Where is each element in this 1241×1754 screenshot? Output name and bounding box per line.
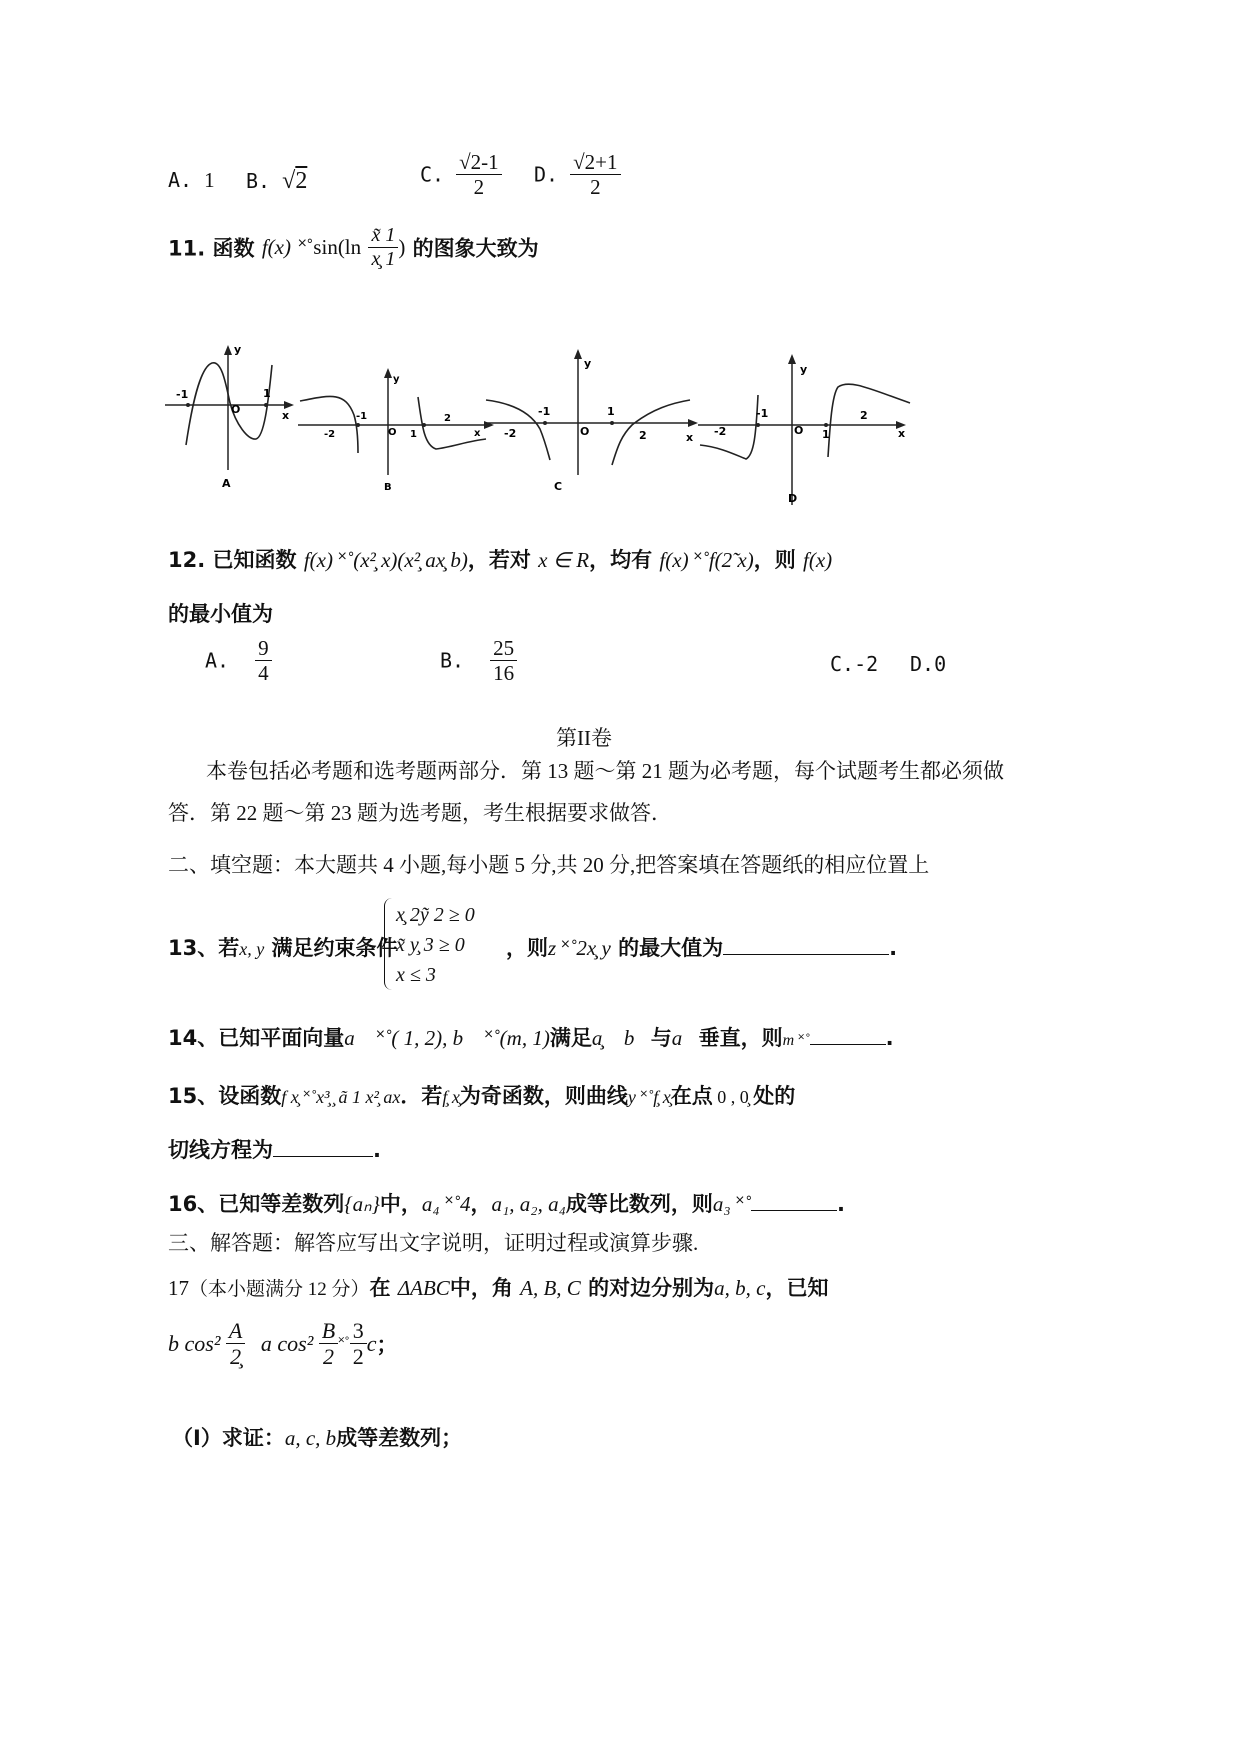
svg-text:y: y [584, 357, 592, 370]
answer-section-header: 三、解答题：解答应写出文字说明，证明过程或演算步骤. [168, 1231, 699, 1255]
section-intro-line2: 答．第 22 题～第 23 题为选考题，考生根据要求做答． [168, 801, 672, 825]
svg-text:1: 1 [263, 387, 271, 400]
question-11: 11. 函数 f(x) ˟˚sin(ln $\frac{x̃ 1}{x̧ 1}$ ) 的图象大致为 [168, 224, 539, 270]
q10-option-c: C. $\frac{√2-1}{2}$ [420, 150, 502, 199]
question-17-equation: b cos² $\frac{A}{2̧}$ a cos² $\frac{B}{2}$ ˟˚ $\frac{3}{2}$ c； [168, 1318, 398, 1370]
svg-text:O: O [388, 427, 397, 438]
svg-text:A: A [222, 477, 231, 490]
svg-text:2: 2 [639, 429, 647, 442]
svg-text:y: y [800, 363, 808, 376]
svg-text:-1: -1 [356, 411, 368, 422]
constraint-system: x̧ 2ỹ 2 ≥ 0 x̃ y̧ 3 ≥ 0 x ≤ 3 [396, 904, 475, 986]
question-16: 16、已知等差数列{aₙ}中，a₄ ˟˚4，a₁, a₂, a₄成等比数列，则a₃ ˟˚ . [168, 1192, 845, 1216]
answer-blank-15[interactable] [273, 1156, 373, 1157]
q10-option-d: D. $\frac{√2+1}{2}$ [534, 150, 621, 199]
svg-text:1: 1 [822, 428, 830, 441]
question-13-tail: ，则z ˟˚2x̧ y 的最大值为 . [506, 936, 898, 960]
svg-text:-1: -1 [756, 407, 769, 420]
constraint-brace [384, 898, 395, 990]
question-17-part1: （I）求证：a, c, b成等差数列； [172, 1426, 463, 1450]
svg-text:x: x [282, 409, 290, 422]
svg-text:x: x [474, 428, 481, 439]
svg-text:2: 2 [444, 413, 451, 424]
svg-text:-1: -1 [538, 405, 551, 418]
q12-option-d: D.0 [910, 652, 947, 676]
answer-blank-13[interactable] [723, 954, 889, 955]
question-14: 14、已知平面向量a⃗ ˟˚( 1, 2), b⃗ ˟˚(m, 1)满足a̧⃗ b⃗与a⃗垂直，则m ˟˚ . [168, 1026, 894, 1050]
svg-text:-1: -1 [176, 388, 189, 401]
svg-text:-2: -2 [714, 425, 727, 438]
graphs-figure [160, 345, 920, 515]
svg-text:2: 2 [860, 409, 868, 422]
svg-text:1: 1 [607, 405, 615, 418]
svg-text:B: B [384, 482, 392, 493]
graph-a [165, 345, 294, 490]
svg-text:-2: -2 [504, 427, 517, 440]
q12-option-a: A. $\frac{9}{4}$ [205, 636, 272, 685]
svg-text:y: y [393, 374, 400, 385]
section-title: 第II卷 [556, 726, 612, 750]
q12-option-c: C.-2 [830, 652, 879, 676]
svg-text:O: O [794, 424, 804, 437]
svg-text:1: 1 [410, 429, 417, 440]
question-12: 12. 已知函数 f(x) ˟˚(x²̧ x)(x²̧ ax̧ b)，若对 x ∈ R，均有 f(x) ˟˚f(2̃ x)，则 f(x) [168, 548, 833, 572]
question-12-line2: 的最小值为 [168, 602, 273, 626]
answer-blank-16[interactable] [751, 1210, 837, 1211]
svg-text:D: D [788, 492, 798, 505]
graph-b [298, 368, 494, 493]
svg-text:C: C [554, 480, 563, 493]
fill-in-header: 二、填空题：本大题共 4 小题,每小题 5 分,共 20 分,把答案填在答题纸的相应位置上 [168, 853, 930, 877]
svg-text:x: x [898, 427, 906, 440]
svg-text:O: O [231, 403, 241, 416]
q10-option-a: A. 1 [168, 168, 215, 192]
question-15: 15、设函数f x̧ ˟˚x³̧ ̧ ã 1 x²̧ ax．若f̧ x̧为奇函数，则曲线y ˟˚f̧ x̧在点 0 , 0̧ 处的 [168, 1084, 796, 1108]
question-15-line2: 切线方程为 . [168, 1138, 381, 1162]
section-intro-line1: 本卷包括必考题和选考题两部分．第 13 题～第 21 题为必考题，每个试题考生都必须做 [206, 759, 1004, 783]
svg-text:x: x [686, 431, 694, 444]
q12-option-b: B. $\frac{25}{16}$ [440, 636, 517, 685]
question-13: 13、若x, y 满足约束条件 [168, 936, 398, 960]
question-17: 17（本小题满分 12 分）在 ΔABC中，角 A, B, C 的对边分别为a, b, c，已知 [168, 1276, 829, 1300]
answer-blank-14[interactable] [810, 1044, 886, 1045]
graph-d [698, 354, 910, 505]
svg-text:O: O [580, 425, 590, 438]
svg-text:-2: -2 [324, 429, 336, 440]
q10-option-b: B. √2 [246, 168, 308, 194]
svg-text:y: y [234, 345, 242, 356]
graph-c [485, 349, 698, 493]
